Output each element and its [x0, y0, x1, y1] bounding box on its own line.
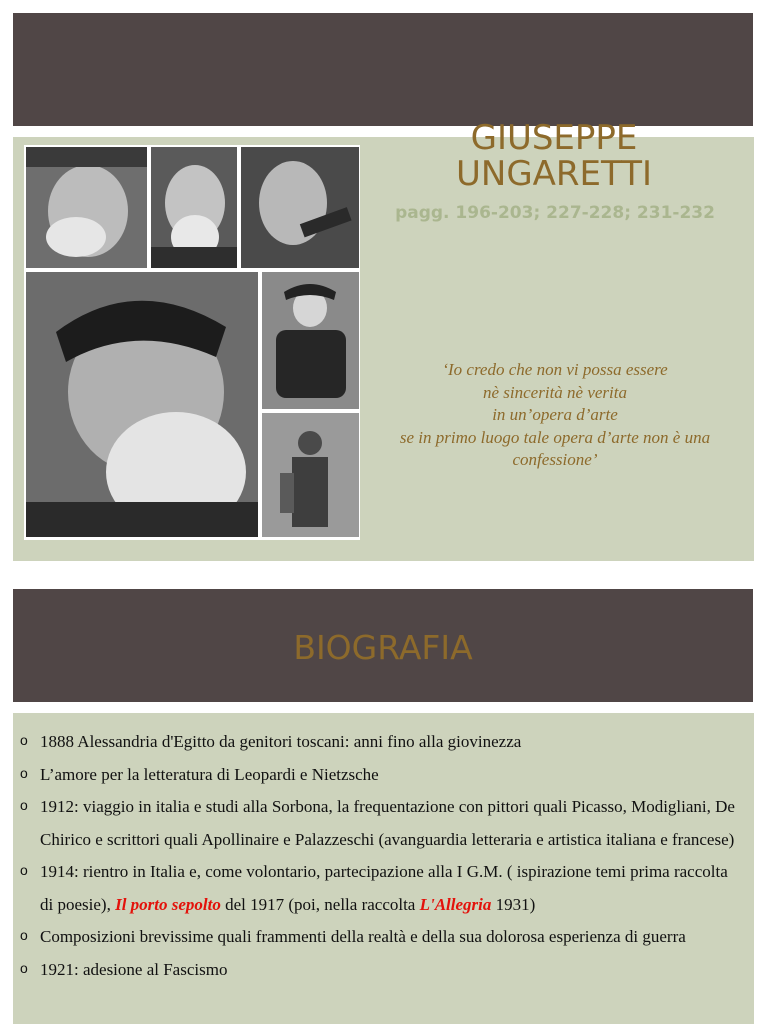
title-line-1: GIUSEPPE [470, 118, 638, 158]
biography-list [20, 726, 740, 986]
quote-line: in un’opera d’arte [492, 405, 618, 424]
ungaretti-quote [378, 359, 732, 472]
quote-line: se in primo luogo tale opera d’arte non è una [399, 427, 711, 447]
list-item-text: del 1917 (poi, nella raccolta [220, 894, 420, 914]
bullet-icon: o [20, 764, 28, 781]
portrait-photo-soldier [262, 413, 359, 537]
quote-line: ‘Io credo che non vi possa essere [442, 360, 668, 379]
slide1-title [378, 120, 730, 192]
list-item [20, 954, 740, 987]
portrait-photo-3 [241, 147, 359, 268]
portrait-photo-main [26, 272, 258, 537]
bullet-icon: o [20, 862, 28, 878]
bullet-icon: o [20, 959, 28, 976]
work-title-il-porto-sepolto: Il porto sepolto [115, 894, 221, 914]
list-item-text: 1931) [491, 894, 536, 914]
list-item [20, 921, 740, 954]
ungaretti-photo-collage [24, 145, 360, 540]
list-item [20, 726, 740, 759]
bullet-icon: o [20, 732, 28, 748]
list-item-text: 1888 Alessandria d'Egitto da genitori toscani: anni fino alla giovinezza [40, 732, 522, 751]
list-item [20, 791, 740, 856]
list-item-text: Composizioni brevissime quali frammenti della realtà e della sua dolorosa esperienza di guerra [40, 927, 686, 946]
title-line-2: UNGARETTI [456, 154, 652, 194]
portrait-photo-seated [262, 272, 359, 409]
list-item [20, 856, 740, 921]
bullet-icon: o [20, 927, 28, 943]
portrait-photo-1 [26, 147, 147, 268]
biografia-title: BIOGRAFIA [293, 628, 473, 667]
list-item-text: 1914: rientro in Italia e, come volontario, partecipazione alla I G.M. ( ispirazione temi prima raccolta di poesie), [40, 862, 728, 914]
list-item-text: L’amore per la letteratura di Leopardi e Nietzsche [40, 764, 379, 784]
bullet-icon: o [20, 797, 28, 813]
page-reference-subtitle: pagg. 196-203; 227-228; 231-232 [395, 203, 715, 223]
quote-line: confessione’ [512, 450, 598, 469]
list-item [20, 759, 740, 792]
quote-line: nè sincerità nè verita [483, 382, 627, 402]
slide1-header-band [13, 13, 753, 126]
list-item-text: 1921: adesione al Fascismo [40, 959, 228, 979]
list-item-text: 1912: viaggio in italia e studi alla Sorbona, la frequentazione con pittori quali Picasso, Modigliani, De Chirico e scrittori quali Apollinaire e Palazzeschi (avanguardia letteraria e artistica italiana e francese) [40, 797, 735, 849]
portrait-photo-2 [151, 147, 237, 268]
work-title-allegria: L'Allegria [419, 894, 492, 914]
